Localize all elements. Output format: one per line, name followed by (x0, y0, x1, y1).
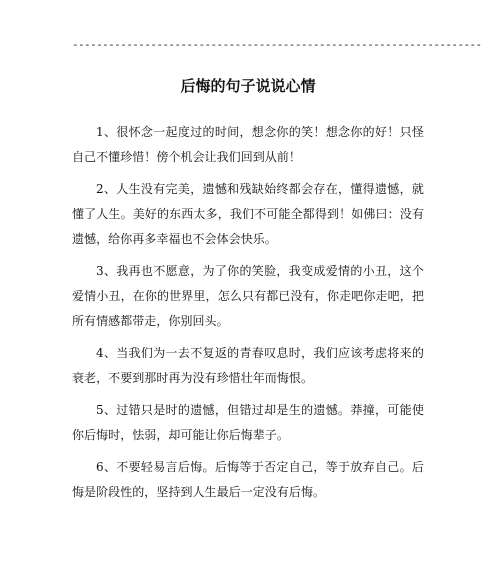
paragraph-3: 3、我再也不愿意，为了你的笑脸，我变成爱情的小丑，这个爱情小丑，在你的世界里，怎么只有都已没有，你走吧你走吧，把所有情感都带走，你别回头。 (72, 263, 424, 328)
paragraph-1: 1、很怀念一起度过的时间，想念你的笑！想念你的好！只怪自己不懂珍惜！傍个机会让我们回到从前！ (72, 125, 424, 164)
document-title: 后悔的句子说说心情 (180, 77, 316, 95)
paragraph-5: 5、过错只是时的遗憾，但错过却是生的遗憾。莽撞，可能使你后悔时，怯弱，却可能让你后悔辈子。 (72, 402, 424, 442)
paragraph-2: 2、人生没有完美，遗憾和残缺始终都会存在，懂得遗憾，就懂了人生。美好的东西太多，我们不可能全都得到！如佛曰：没有遗憾，给你再多幸福也不会体会快乐。 (72, 182, 424, 246)
document-body (72, 120, 424, 512)
paragraph-6: 6、不要轻易言后悔。后悔等于否定自己，等于放弃自己。后悔是阶段性的，坚持到人生最后一定没有后悔。 (72, 460, 424, 499)
header-dashed-rule: -------------------------------------------------------------------- (72, 38, 482, 51)
paragraph-4: 4、当我们为一去不复返的青春叹息时，我们应该考虑将来的衰老，不要到那时再为没有珍惜壮年而悔恨。 (72, 345, 424, 385)
